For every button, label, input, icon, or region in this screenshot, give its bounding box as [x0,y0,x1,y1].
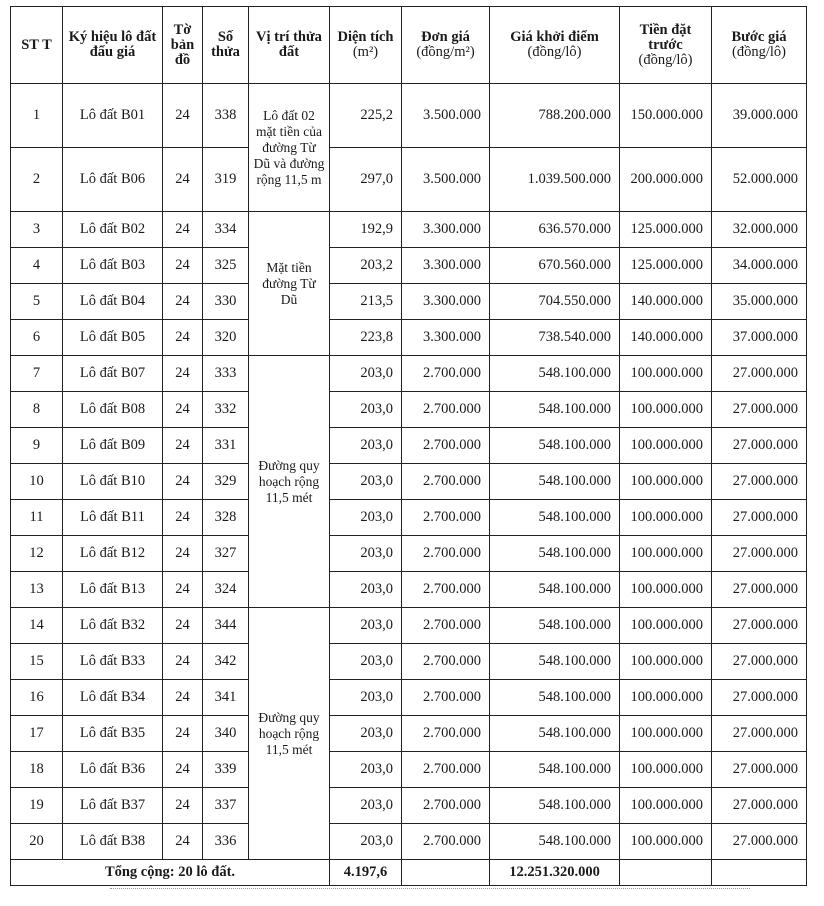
gia-khoi-diem-cell: 670.560.000 [490,248,620,284]
so-thua-cell: 325 [203,248,249,284]
stt-cell: 11 [11,500,63,536]
table-row [11,84,807,148]
ky-hieu-cell: Lô đất B33 [63,644,163,680]
header-so-thua: Số thửa [203,7,249,84]
tien-dat-truoc-cell: 100.000.000 [620,500,712,536]
don-gia-cell: 3.300.000 [402,320,490,356]
stt-cell: 14 [11,608,63,644]
ky-hieu-cell: Lô đất B36 [63,752,163,788]
dien-tich-cell: 223,8 [330,320,402,356]
table-row [11,644,807,680]
don-gia-cell: 3.300.000 [402,212,490,248]
so-thua-cell: 344 [203,608,249,644]
stt-cell: 16 [11,680,63,716]
header-to-ban-do: Tờ bản đồ [163,7,203,84]
don-gia-cell: 2.700.000 [402,644,490,680]
tien-dat-truoc-cell: 100.000.000 [620,428,712,464]
gia-khoi-diem-cell: 548.100.000 [490,716,620,752]
don-gia-cell: 3.300.000 [402,284,490,320]
don-gia-cell: 2.700.000 [402,788,490,824]
buoc-gia-cell: 27.000.000 [712,572,807,608]
buoc-gia-cell: 27.000.000 [712,680,807,716]
buoc-gia-cell: 52.000.000 [712,148,807,212]
to-ban-do-cell: 24 [163,464,203,500]
buoc-gia-cell: 27.000.000 [712,788,807,824]
buoc-gia-cell: 34.000.000 [712,248,807,284]
table-row [11,428,807,464]
table-row [11,608,807,644]
header-don-gia-unit: (đồng/m²) [416,44,475,60]
ky-hieu-cell: Lô đất B13 [63,572,163,608]
don-gia-cell: 2.700.000 [402,716,490,752]
don-gia-cell: 2.700.000 [402,356,490,392]
buoc-gia-cell: 27.000.000 [712,752,807,788]
to-ban-do-cell: 24 [163,392,203,428]
land-auction-table [10,6,807,886]
total-dien-tich: 4.197,6 [330,860,402,886]
stt-cell: 7 [11,356,63,392]
don-gia-cell: 3.500.000 [402,84,490,148]
header-vi-tri: Vị trí thửa đất [249,7,330,84]
tien-dat-truoc-cell: 100.000.000 [620,716,712,752]
total-label: Tổng cộng: 20 lô đất. [11,860,330,886]
to-ban-do-cell: 24 [163,716,203,752]
don-gia-cell: 2.700.000 [402,536,490,572]
stt-cell: 1 [11,84,63,148]
total-empty-cell [712,860,807,886]
ky-hieu-cell: Lô đất B10 [63,464,163,500]
gia-khoi-diem-cell: 788.200.000 [490,84,620,148]
tien-dat-truoc-cell: 100.000.000 [620,644,712,680]
tien-dat-truoc-cell: 100.000.000 [620,608,712,644]
so-thua-cell: 340 [203,716,249,752]
gia-khoi-diem-cell: 738.540.000 [490,320,620,356]
table-row [11,148,807,212]
header-dien-tich-unit: (m²) [352,44,379,60]
gia-khoi-diem-cell: 704.550.000 [490,284,620,320]
gia-khoi-diem-cell: 548.100.000 [490,608,620,644]
dien-tich-cell: 203,0 [330,644,402,680]
to-ban-do-cell: 24 [163,824,203,860]
don-gia-cell: 2.700.000 [402,464,490,500]
to-ban-do-cell: 24 [163,356,203,392]
so-thua-cell: 342 [203,644,249,680]
so-thua-cell: 339 [203,752,249,788]
total-row [11,860,807,886]
tien-dat-truoc-cell: 100.000.000 [620,536,712,572]
buoc-gia-cell: 37.000.000 [712,320,807,356]
tien-dat-truoc-cell: 150.000.000 [620,84,712,148]
don-gia-cell: 3.300.000 [402,248,490,284]
stt-cell: 6 [11,320,63,356]
so-thua-cell: 331 [203,428,249,464]
stt-cell: 17 [11,716,63,752]
tien-dat-truoc-cell: 100.000.000 [620,680,712,716]
to-ban-do-cell: 24 [163,320,203,356]
stt-cell: 18 [11,752,63,788]
to-ban-do-cell: 24 [163,608,203,644]
buoc-gia-cell: 27.000.000 [712,824,807,860]
table-row [11,788,807,824]
gia-khoi-diem-cell: 548.100.000 [490,536,620,572]
buoc-gia-cell: 27.000.000 [712,356,807,392]
gia-khoi-diem-cell: 548.100.000 [490,356,620,392]
so-thua-cell: 329 [203,464,249,500]
to-ban-do-cell: 24 [163,148,203,212]
to-ban-do-cell: 24 [163,644,203,680]
so-thua-cell: 330 [203,284,249,320]
to-ban-do-cell: 24 [163,84,203,148]
dien-tich-cell: 203,0 [330,536,402,572]
dien-tich-cell: 297,0 [330,148,402,212]
gia-khoi-diem-cell: 548.100.000 [490,572,620,608]
buoc-gia-cell: 27.000.000 [712,428,807,464]
table-row [11,680,807,716]
header-gia-khoi-diem-unit: (đồng/lô) [527,44,582,60]
ky-hieu-cell: Lô đất B34 [63,680,163,716]
tien-dat-truoc-cell: 100.000.000 [620,752,712,788]
table-row [11,824,807,860]
so-thua-cell: 341 [203,680,249,716]
buoc-gia-cell: 27.000.000 [712,716,807,752]
gia-khoi-diem-cell: 548.100.000 [490,752,620,788]
tien-dat-truoc-cell: 125.000.000 [620,212,712,248]
table-row [11,284,807,320]
to-ban-do-cell: 24 [163,284,203,320]
tien-dat-truoc-cell: 100.000.000 [620,356,712,392]
to-ban-do-cell: 24 [163,248,203,284]
don-gia-cell: 2.700.000 [402,392,490,428]
ky-hieu-cell: Lô đất B04 [63,284,163,320]
to-ban-do-cell: 24 [163,788,203,824]
tien-dat-truoc-cell: 100.000.000 [620,392,712,428]
to-ban-do-cell: 24 [163,680,203,716]
ky-hieu-cell: Lô đất B03 [63,248,163,284]
gia-khoi-diem-cell: 548.100.000 [490,428,620,464]
header-don-gia [402,7,490,84]
table-row [11,248,807,284]
header-don-gia-label: Đơn giá [421,29,470,45]
table-row [11,356,807,392]
don-gia-cell: 2.700.000 [402,608,490,644]
to-ban-do-cell: 24 [163,428,203,464]
dien-tich-cell: 203,0 [330,392,402,428]
so-thua-cell: 319 [203,148,249,212]
tien-dat-truoc-cell: 100.000.000 [620,788,712,824]
ky-hieu-cell: Lô đất B11 [63,500,163,536]
don-gia-cell: 2.700.000 [402,428,490,464]
ky-hieu-cell: Lô đất B06 [63,148,163,212]
so-thua-cell: 324 [203,572,249,608]
header-tien-dat-truoc-label: Tiền đặt trước [639,21,692,53]
header-row [11,7,807,84]
so-thua-cell: 337 [203,788,249,824]
to-ban-do-cell: 24 [163,212,203,248]
gia-khoi-diem-cell: 548.100.000 [490,392,620,428]
don-gia-cell: 2.700.000 [402,572,490,608]
header-gia-khoi-diem-label: Giá khởi điểm [510,29,599,45]
gia-khoi-diem-cell: 548.100.000 [490,644,620,680]
buoc-gia-cell: 27.000.000 [712,500,807,536]
ky-hieu-cell: Lô đất B32 [63,608,163,644]
gia-khoi-diem-cell: 1.039.500.000 [490,148,620,212]
stt-cell: 13 [11,572,63,608]
dien-tich-cell: 203,0 [330,716,402,752]
total-gia-khoi-diem: 12.251.320.000 [490,860,620,886]
header-dien-tich-label: Diện tích [337,29,394,45]
to-ban-do-cell: 24 [163,572,203,608]
stt-cell: 15 [11,644,63,680]
dien-tich-cell: 203,0 [330,824,402,860]
location-cell: Mặt tiền đường Từ Dũ [249,212,330,356]
tien-dat-truoc-cell: 100.000.000 [620,464,712,500]
ky-hieu-cell: Lô đất B38 [63,824,163,860]
dien-tich-cell: 203,0 [330,572,402,608]
tien-dat-truoc-cell: 200.000.000 [620,148,712,212]
stt-cell: 19 [11,788,63,824]
dien-tich-cell: 203,0 [330,752,402,788]
dien-tich-cell: 203,0 [330,428,402,464]
table-row [11,392,807,428]
page-cutoff-line [110,888,750,889]
so-thua-cell: 333 [203,356,249,392]
so-thua-cell: 327 [203,536,249,572]
stt-cell: 12 [11,536,63,572]
total-empty-cell [620,860,712,886]
tien-dat-truoc-cell: 125.000.000 [620,248,712,284]
don-gia-cell: 2.700.000 [402,824,490,860]
header-ky-hieu: Ký hiệu lô đất đấu giá [63,7,163,84]
gia-khoi-diem-cell: 636.570.000 [490,212,620,248]
stt-cell: 5 [11,284,63,320]
dien-tich-cell: 203,0 [330,788,402,824]
ky-hieu-cell: Lô đất B08 [63,392,163,428]
ky-hieu-cell: Lô đất B09 [63,428,163,464]
stt-cell: 2 [11,148,63,212]
ky-hieu-cell: Lô đất B37 [63,788,163,824]
table-row [11,572,807,608]
buoc-gia-cell: 32.000.000 [712,212,807,248]
location-cell: Đường quy hoạch rộng 11,5 mét [249,608,330,860]
ky-hieu-cell: Lô đất B05 [63,320,163,356]
dien-tich-cell: 203,0 [330,356,402,392]
stt-cell: 9 [11,428,63,464]
tien-dat-truoc-cell: 100.000.000 [620,572,712,608]
buoc-gia-cell: 27.000.000 [712,608,807,644]
table-row [11,464,807,500]
to-ban-do-cell: 24 [163,536,203,572]
buoc-gia-cell: 27.000.000 [712,464,807,500]
dien-tich-cell: 213,5 [330,284,402,320]
gia-khoi-diem-cell: 548.100.000 [490,680,620,716]
table-row [11,320,807,356]
tien-dat-truoc-cell: 140.000.000 [620,320,712,356]
ky-hieu-cell: Lô đất B01 [63,84,163,148]
dien-tich-cell: 203,0 [330,680,402,716]
so-thua-cell: 320 [203,320,249,356]
dien-tich-cell: 203,0 [330,608,402,644]
gia-khoi-diem-cell: 548.100.000 [490,824,620,860]
header-buoc-gia-label: Bước giá [731,29,787,45]
so-thua-cell: 338 [203,84,249,148]
ky-hieu-cell: Lô đất B07 [63,356,163,392]
buoc-gia-cell: 27.000.000 [712,644,807,680]
ky-hieu-cell: Lô đất B35 [63,716,163,752]
table-row [11,752,807,788]
don-gia-cell: 3.500.000 [402,148,490,212]
header-buoc-gia-unit: (đồng/lô) [732,44,786,60]
don-gia-cell: 2.700.000 [402,752,490,788]
gia-khoi-diem-cell: 548.100.000 [490,788,620,824]
so-thua-cell: 332 [203,392,249,428]
so-thua-cell: 336 [203,824,249,860]
buoc-gia-cell: 27.000.000 [712,392,807,428]
table-row [11,536,807,572]
header-gia-khoi-diem [490,7,620,84]
dien-tich-cell: 192,9 [330,212,402,248]
dien-tich-cell: 203,0 [330,464,402,500]
dien-tich-cell: 203,2 [330,248,402,284]
don-gia-cell: 2.700.000 [402,680,490,716]
stt-cell: 4 [11,248,63,284]
so-thua-cell: 328 [203,500,249,536]
gia-khoi-diem-cell: 548.100.000 [490,464,620,500]
buoc-gia-cell: 39.000.000 [712,84,807,148]
table-row [11,500,807,536]
location-cell: Lô đất 02 mặt tiền của đường Từ Dũ và đường rộng 11,5 m [249,84,330,212]
total-empty-cell [402,860,490,886]
stt-cell: 20 [11,824,63,860]
stt-cell: 3 [11,212,63,248]
buoc-gia-cell: 27.000.000 [712,536,807,572]
table-row [11,212,807,248]
tien-dat-truoc-cell: 100.000.000 [620,824,712,860]
buoc-gia-cell: 35.000.000 [712,284,807,320]
to-ban-do-cell: 24 [163,752,203,788]
table-row [11,716,807,752]
stt-cell: 10 [11,464,63,500]
gia-khoi-diem-cell: 548.100.000 [490,500,620,536]
so-thua-cell: 334 [203,212,249,248]
dien-tich-cell: 203,0 [330,500,402,536]
header-tien-dat-truoc [620,7,712,84]
location-cell: Đường quy hoạch rộng 11,5 mét [249,356,330,608]
dien-tich-cell: 225,2 [330,84,402,148]
ky-hieu-cell: Lô đất B12 [63,536,163,572]
stt-cell: 8 [11,392,63,428]
header-dien-tich [330,7,402,84]
header-tien-dat-truoc-unit: (đồng/lô) [638,51,693,68]
don-gia-cell: 2.700.000 [402,500,490,536]
header-stt: ST T [11,7,63,84]
to-ban-do-cell: 24 [163,500,203,536]
ky-hieu-cell: Lô đất B02 [63,212,163,248]
tien-dat-truoc-cell: 140.000.000 [620,284,712,320]
header-buoc-gia [712,7,807,84]
